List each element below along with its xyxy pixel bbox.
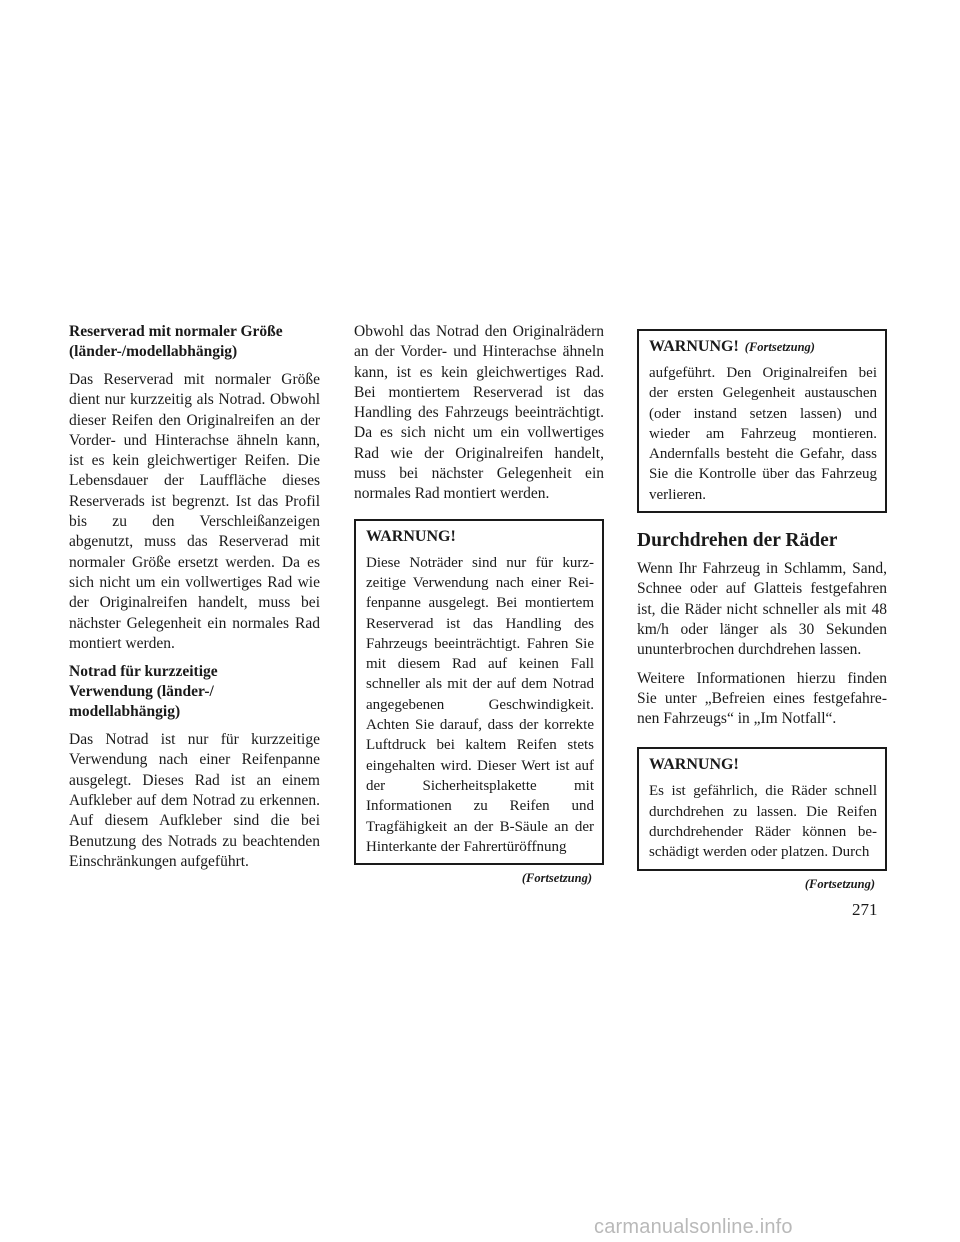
warning-title-text: WARNUNG! (649, 338, 739, 355)
subheading-line: Reserverad mit normaler Größe (69, 323, 283, 340)
paragraph-compact-spare: Das Notrad ist nur für kurzzeitige Verwendung nach einer Reifenpanne ausgelegt. Dieses Rad ist an einem Aufkleber auf dem Notrad zu erkennen. Auf diesem Aufkleber sind die bei Benutzung des Notrads zu beachtenden Einschränkungen aufgeführt. (69, 731, 320, 870)
subheading-compact-spare (69, 662, 320, 722)
subheading-line: (länder-/modellabhängig) (69, 343, 238, 360)
warning-text: Diese Noträder sind nur für kurzzeitige Verwendung nach einer Reifenpanne ausgelegt. Bei montiertem Reserverad ist das Handling des Fahrzeugs beeinträchtigt. Fahren Sie mit diesem Rad auf keinen Fall schneller als mit der auf dem Notrad angegebenen Geschwindigkeit. Achten Sie darauf, dass der korrekte Luftdruck bei kaltem Reifen stets eingehalten wird. Dieser Wert ist auf der Sicherheitsplakette mit Informationen zu Reifen und Tragfähigkeit an der B-Säule an der Hinterkante der Fahrertüröffnung (366, 554, 594, 855)
warning-text: aufgeführt. Den Originalreifen bei der ersten Gelegenheit austauschen (oder instand setzen lassen) und wieder am Fahrzeug montieren. Andernfalls besteht die Gefahr, dass Sie die Kontrolle über das Fahrzeug verlieren. (649, 365, 877, 503)
subheading-line: Notrad für kurzzeitige (69, 663, 218, 681)
watermark: carmanualsonline.info (594, 1216, 793, 1238)
continued-note: (Fortsetzung) (521, 871, 592, 886)
warning-title (649, 337, 877, 357)
page-number: 271 (852, 900, 878, 919)
paragraph-more-info: Weitere Informationen hierzu finden Sie unter „Befreien eines festgefahrenen Fahrzeugs“ in „Im Notfall“. (637, 669, 887, 728)
warning-box-wheel-spin (637, 747, 887, 870)
continued-note: (Fortsetzung) (804, 876, 875, 891)
warning-box-continued (637, 329, 887, 513)
warning-continued-label: (Fortsetzung) (744, 340, 815, 354)
paragraph-compact-spare-handling: Obwohl das Notrad den Originalrädern an der Vorder- und Hinterachse ähneln kann, ist es kein gleichwertiges Rad. Bei montiertem Reserverad ist das Handling des Fahrzeugs beeinträchtigt. Da es sich nicht um ein vollwertiges Rad wie der Originalreifen handelt, muss bei nächster Gelegenheit ein normales Rad montiert werden. (354, 323, 604, 503)
subheading-line: Verwendung (länder-/ (69, 683, 214, 701)
warning-box-compact-spare (354, 519, 604, 865)
paragraph-full-size-spare: Das Reserverad mit normaler Größe dient nur kurzzeitig als Notrad. Obwohl dieser Reifen den Originalreifen an der Vorder- und Hinterachse ähneln kann, ist es kein gleichwertiger Reifen. Die Lebensdauer der Lauffläche dieses Reserverads ist begrenzt. Ist das Profil bis zu den Verschleißanzeigen abgenutzt, muss das Reserverad mit normaler Größe ersetzt werden. Da es sich nicht um ein vollwertiges Rad wie der Originalreifen handelt, muss bei nächster Gelegenheit ein normales Rad montiert werden. (69, 371, 320, 652)
column-middle (354, 322, 604, 886)
paragraph-wheel-spin: Wenn Ihr Fahrzeug in Schlamm, Sand, Schnee oder auf Glatteis festgefahren ist, die Räder nicht schneller als mit 48 km/h oder länger als 30 Sekunden ununterbrochen durchdrehen lassen. (637, 560, 887, 659)
subheading-line: modellabhängig) (69, 703, 181, 721)
warning-title: WARNUNG! (649, 756, 739, 774)
column-left (69, 322, 320, 880)
column-right (637, 322, 887, 892)
section-title-wheel-spin: Durchdrehen der Räder (637, 530, 838, 552)
subheading-full-size-spare (69, 322, 320, 362)
warning-title: WARNUNG! (366, 527, 456, 545)
warning-text: Es ist gefährlich, die Räder schnell durchdrehen zu lassen. Die Reifen durchdrehender Räder können beschädigt werden oder platzen. Durch (649, 783, 877, 861)
